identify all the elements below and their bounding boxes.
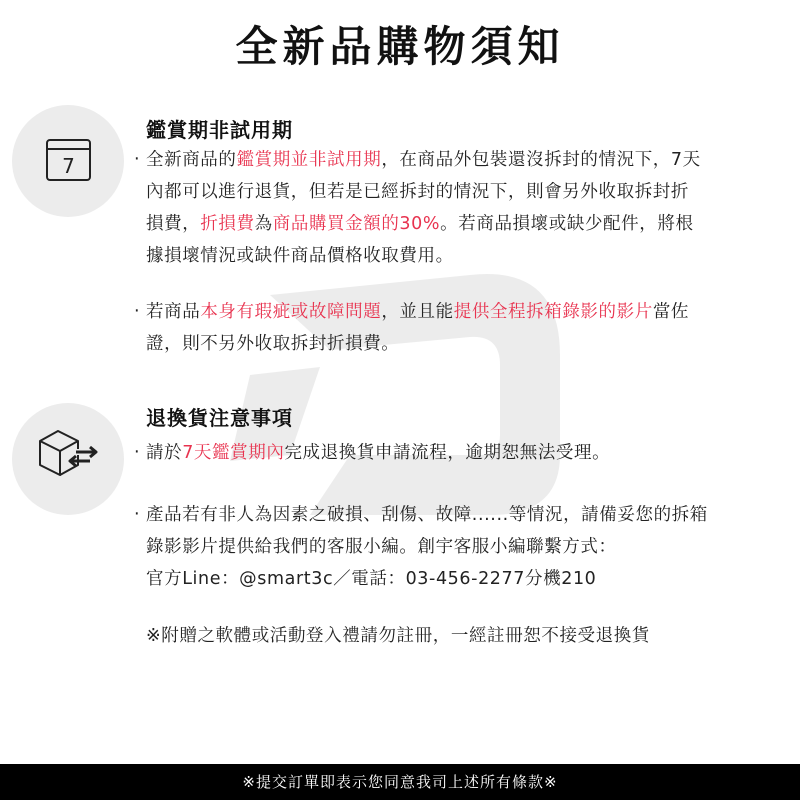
section-heading-appreciation-period: 鑑賞期非試用期 [146, 118, 293, 142]
text-line: 內都可以進行退貨，但若是已經拆封的情況下，則會另外收取拆封折 [146, 182, 689, 202]
text-line: 錄影影片提供給我們的客服小編。創宇客服小編聯繫方式： [146, 537, 617, 557]
return-deadline-paragraph [134, 437, 758, 469]
calendar-icon [12, 105, 124, 217]
highlight-text: 商品購買金額的30% [272, 214, 441, 234]
text-line: 損費，折損費為商品購買金額的30%。若商品損壞或缺少配件，將根 [146, 214, 694, 234]
contact-info: 官方Line：@smart3c／電話：03-456-2277分機210 [146, 569, 597, 589]
highlight-text: 提供全程拆箱錄影的影片 [453, 302, 653, 322]
highlight-text: 本身有瑕疵或故障問題 [200, 302, 382, 322]
bullet: ‧ [134, 150, 141, 170]
text-line: 若商品本身有瑕疵或故障問題，並且能提供全程拆箱錄影的影片當佐 [146, 302, 690, 322]
calendar-icon-badge [12, 105, 124, 217]
appreciation-period-paragraph [134, 144, 758, 272]
gift-software-note [146, 620, 758, 652]
terms-footer-bar: ※提交訂單即表示您同意我司上述所有條款※ [0, 764, 800, 800]
bullet: ‧ [134, 443, 141, 463]
calendar-number: 7 [62, 154, 75, 178]
bullet: ‧ [134, 302, 141, 322]
text-line: 產品若有非人為因素之破損、刮傷、故障......等情況，請備妥您的拆箱 [146, 505, 708, 525]
bullet: ‧ [134, 505, 141, 525]
page-title: 全新品購物須知 [235, 22, 565, 71]
text-line: 請於7天鑑賞期內完成退換貨申請流程，逾期恕無法受理。 [146, 443, 611, 463]
highlight-text: 折損費 [200, 214, 255, 234]
section-heading-return-notes: 退換貨注意事項 [146, 406, 293, 430]
box-exchange-icon-badge [12, 403, 124, 515]
damage-contact-paragraph [134, 499, 758, 595]
highlight-text: 7天鑑賞期內 [182, 443, 285, 463]
defect-exemption-paragraph [134, 296, 758, 360]
text-line: 證，則不另外收取拆封折損費。 [146, 334, 400, 354]
text-line: 全新商品的鑑賞期並非試用期，在商品外包裝還沒拆封的情況下，7天 [146, 150, 701, 170]
text-line: 據損壞情況或缺件商品價格收取費用。 [146, 246, 454, 266]
text-line: ※附贈之軟體或活動登入禮請勿註冊，一經註冊恕不接受退換貨 [146, 626, 650, 646]
box-exchange-icon [12, 403, 124, 515]
highlight-text: 鑑賞期並非試用期 [236, 150, 382, 170]
